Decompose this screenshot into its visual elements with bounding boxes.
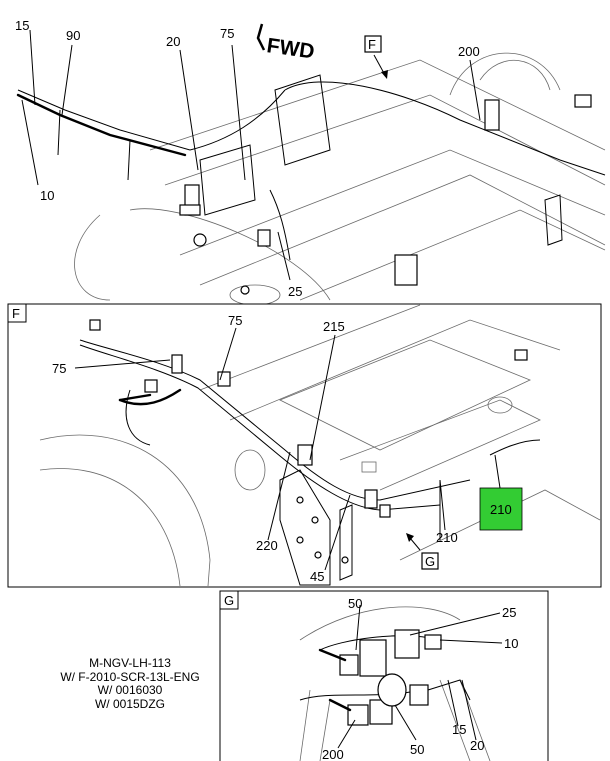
callout-75-a: 75: [228, 313, 243, 328]
fwd-label: FWD: [265, 34, 316, 64]
callout-20: 20: [166, 34, 181, 49]
callout-45: 45: [310, 569, 325, 584]
applicability-notes: [50, 657, 210, 711]
callout-50-b: 50: [410, 742, 425, 757]
note-line: W/ 0015DZG: [94, 696, 166, 711]
forward-direction-indicator: [258, 24, 316, 64]
callout-15: 15: [15, 18, 30, 33]
view-flag-g: G: [425, 554, 436, 569]
callout-210-a: 210: [436, 530, 458, 545]
note-line: W/ F-2010-SCR-13L-ENG: [60, 669, 200, 684]
callout-90: 90: [66, 28, 81, 43]
leader-15: [30, 30, 35, 105]
note-line: M-NGV-LH-113: [89, 656, 171, 670]
overview-illustration: [18, 30, 605, 305]
callout-210-highlight: 210: [490, 502, 512, 517]
callout-215: 215: [323, 319, 345, 334]
detail-g-title: G: [224, 593, 235, 608]
detail-f-title: F: [12, 306, 20, 321]
arrowhead-icon: [381, 70, 388, 79]
leader-90: [62, 45, 72, 115]
callout-75: 75: [220, 26, 235, 41]
leader-20: [180, 50, 198, 170]
callout-200: 200: [458, 44, 480, 59]
callout-75-b: 75: [52, 361, 67, 376]
leader-10: [22, 100, 38, 185]
leader-25: [278, 232, 290, 280]
note-line: W/ 0016030: [97, 683, 163, 697]
callout-10: 10: [504, 636, 519, 651]
callout-15: 15: [452, 722, 467, 737]
view-flag-f: F: [368, 37, 376, 52]
callout-25: 25: [288, 284, 303, 299]
leader-200: [470, 60, 480, 120]
callout-25: 25: [502, 605, 517, 620]
forward-arrow-icon: [258, 24, 264, 50]
callout-200: 200: [322, 747, 344, 761]
callout-50-a: 50: [348, 596, 363, 611]
callout-220: 220: [256, 538, 278, 553]
callout-20: 20: [470, 738, 485, 753]
callout-10: 10: [40, 188, 55, 203]
